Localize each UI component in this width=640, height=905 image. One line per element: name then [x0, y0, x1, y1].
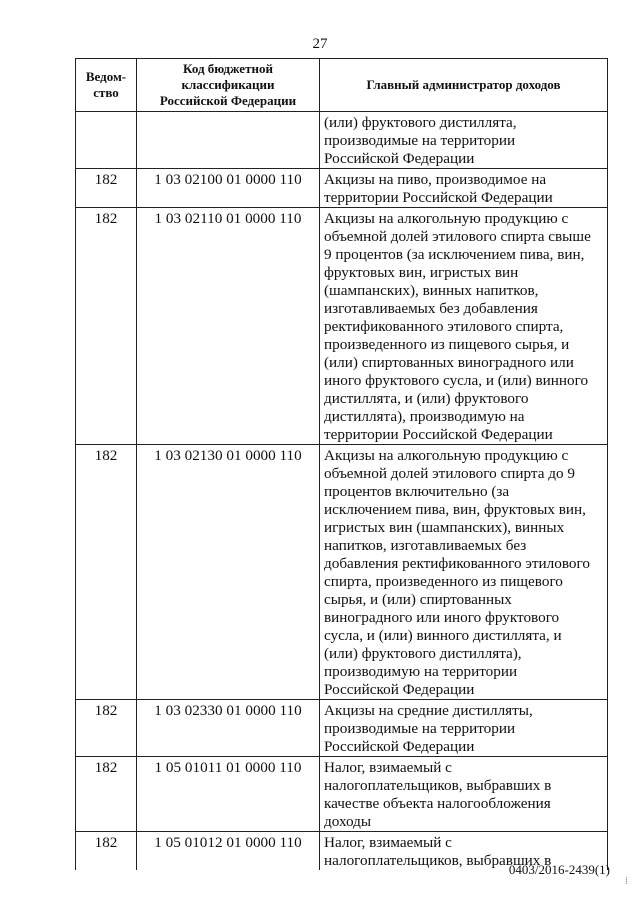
department-cell: 182 [76, 445, 137, 700]
department-cell: 182 [76, 757, 137, 832]
department-cell: 182 [76, 700, 137, 757]
description-cell: Налог, взимаемый с налогоплательщиков, выбравших в [320, 832, 608, 871]
department-cell: 182 [76, 208, 137, 445]
page-number: 27 [312, 36, 328, 52]
revenue-administrators-table [75, 58, 608, 870]
department-cell: 182 [76, 832, 137, 871]
department-cell: 182 [76, 169, 137, 208]
description-cell: Акцизы на алкогольную продукцию с объемной долей этилового спирта до 9 процентов включительно (за исключением пива, вин, фруктовых вин, игристых вин (шампанских), винных напитков, изготавливаемых без добавления ректификованного этилового спирта, произведенного из пищевого сырья, и (или) спиртованных виноградного или иного фруктового сусла, и (или) винного дистиллята, и (или) фруктового дистиллята), производимую на территории Российской Федерации [320, 445, 608, 700]
header-department: Ведом- ство [76, 59, 137, 112]
description-cell: Акцизы на средние дистилляты, производимые на территории Российской Федерации [320, 700, 608, 757]
table-row [76, 445, 608, 700]
budget-code-cell [137, 112, 320, 169]
description-cell: Акцизы на алкогольную продукцию с объемной долей этилового спирта свыше 9 процентов (за исключением пива, вин, фруктовых вин, игристых вин (шампанских), винных напитков, изготавливаемых без добавления ректификованного этилового спирта, произведенного из пищевого сырья, и (или) спиртованных виноградного или иного фруктового сусла, и (или) винного дистиллята, и (или) фруктового дистиллята), производимую на территории Российской Федерации [320, 208, 608, 445]
budget-code-cell: 1 03 02100 01 0000 110 [137, 169, 320, 208]
budget-code-cell: 1 03 02130 01 0000 110 [137, 445, 320, 700]
table-row [76, 757, 608, 832]
budget-code-cell: 1 05 01012 01 0000 110 [137, 832, 320, 871]
table-header-row [76, 59, 608, 112]
description-cell: Акцизы на пиво, производимое на территории Российской Федерации [320, 169, 608, 208]
scan-edge-mark: ⁞ [625, 876, 628, 887]
table-body [76, 112, 608, 871]
description-cell: Налог, взимаемый с налогоплательщиков, выбравших в качестве объекта налогообложения доходы [320, 757, 608, 832]
table-row [76, 169, 608, 208]
table-row [76, 208, 608, 445]
header-chief-administrator: Главный администратор доходов [320, 59, 608, 112]
table-row [76, 700, 608, 757]
department-cell [76, 112, 137, 169]
budget-code-cell: 1 05 01011 01 0000 110 [137, 757, 320, 832]
table-row [76, 112, 608, 169]
budget-code-cell: 1 03 02330 01 0000 110 [137, 700, 320, 757]
budget-code-cell: 1 03 02110 01 0000 110 [137, 208, 320, 445]
description-cell: (или) фруктового дистиллята, производимые на территории Российской Федерации [320, 112, 608, 169]
document-code: 0403/2016-2439(1) [508, 862, 610, 877]
header-budget-code: Код бюджетной классификации Российской Федерации [137, 59, 320, 112]
